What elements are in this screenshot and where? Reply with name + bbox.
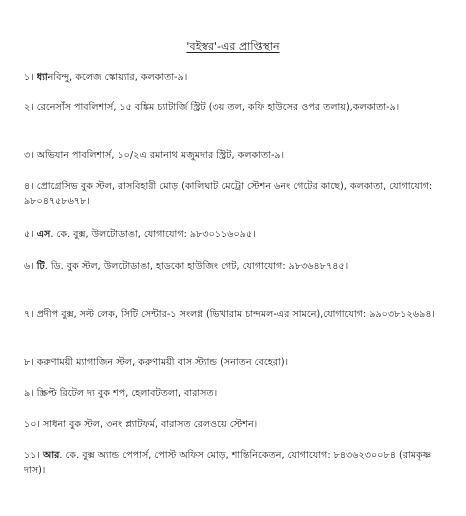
item-text: নবিন্দু, কলেজ স্কোয়্যার, কলকাতা-৯। [47,72,188,83]
item-number: ১০। [24,419,40,430]
page-title [0,40,466,54]
item-number: ৬। [24,261,34,272]
list-item [24,259,444,274]
list-item [24,417,444,432]
item-number: ৭। [24,309,34,320]
item-text: অভিযান পাবলিশার্স, ১০/২এ রমানাথ মজুমদার স্ট্রিট, কলকাতা-৯। [36,150,285,161]
list-item [24,448,444,478]
item-text: প্রদীপ বুক্স, সল্ট লেক, সিটি সেন্টার-১ সংলগ্ন (ভিখারাম চান্দমল-এর সামনে),যোগাযোগ: ৯৯০৩৮১২৬৯৪। [36,309,435,320]
item-text: স্ক্রিপ্ট রিটেল দ্য বুক শপ, হেলাবটতলা, বারাসত। [36,388,218,399]
item-text: প্রোগ্রেসিভ বুক স্টল, রাসবিহারী মোড় (কালিঘাট মেট্রো স্টেশন ৬নং গেটের কাছে), কলকাতা, যোগাযোগ: ৯৮০৪৭৫৮৬৭৮। [24,181,433,207]
page-title-text: 'বইস্বর'-এর প্রাপ্তিস্থান [186,40,280,53]
item-number: ৮। [24,357,34,368]
item-number: ৯। [24,388,34,399]
item-text: সাধনা বুক স্টল, ৩নং প্ল্যাটফর্ম, বারাসত রেলওয়ে স্টেশন। [42,419,258,430]
item-text: . ডি. বুক স্টল, উলটোডাঙা, হাডকো হাউজিং গেট, যোগাযোগ: ৯৮৩৬৪৮৭৪৫। [44,261,349,272]
item-bold-text: টি [36,261,45,272]
item-number: ৪। [24,181,34,192]
list-item [24,148,444,163]
item-number: ৫। [24,229,34,240]
item-text: রেনেসাঁস পাবলিশার্স, ১৫ বঙ্কিম চ্যাটার্জি স্ট্রিট (৩য় তল, কফি হাউসের ওপর তলায়),কলকাতা-৯। [36,102,400,113]
list-item [24,355,444,370]
item-text: করুণাময়ী ম্যাগাজিন স্টল, করুণাময়ী বাস স্ট্যান্ড (সনাতন বেহেরা)। [36,357,289,368]
list-item [24,179,444,209]
item-text: . কে. বুক্স অ্যান্ড পেপার্স, পোস্ট অফিস মোড়, শান্তিনিকেতন, যোগাযোগ: ৮৪৩৬২৩০০৮৪ (রামকৃষ্ণ দাস)। [24,450,432,476]
item-number: ১১। [24,450,40,461]
item-number: ২। [24,102,34,113]
item-bold-text: ধ্যা [36,72,48,83]
item-bold-text: এস [36,229,51,240]
list-item [24,70,444,85]
item-number: ৩। [24,150,34,161]
list-item [24,227,444,242]
item-number: ১। [24,72,34,83]
list-item [24,386,444,401]
item-text: . কে. বুক্স, উলটোডাঙা, যোগাযোগ: ৯৮৩০১১৬০৯৫। [50,229,256,240]
list-item [24,307,444,322]
item-bold-text: আর [42,450,60,461]
list-item [24,100,444,115]
